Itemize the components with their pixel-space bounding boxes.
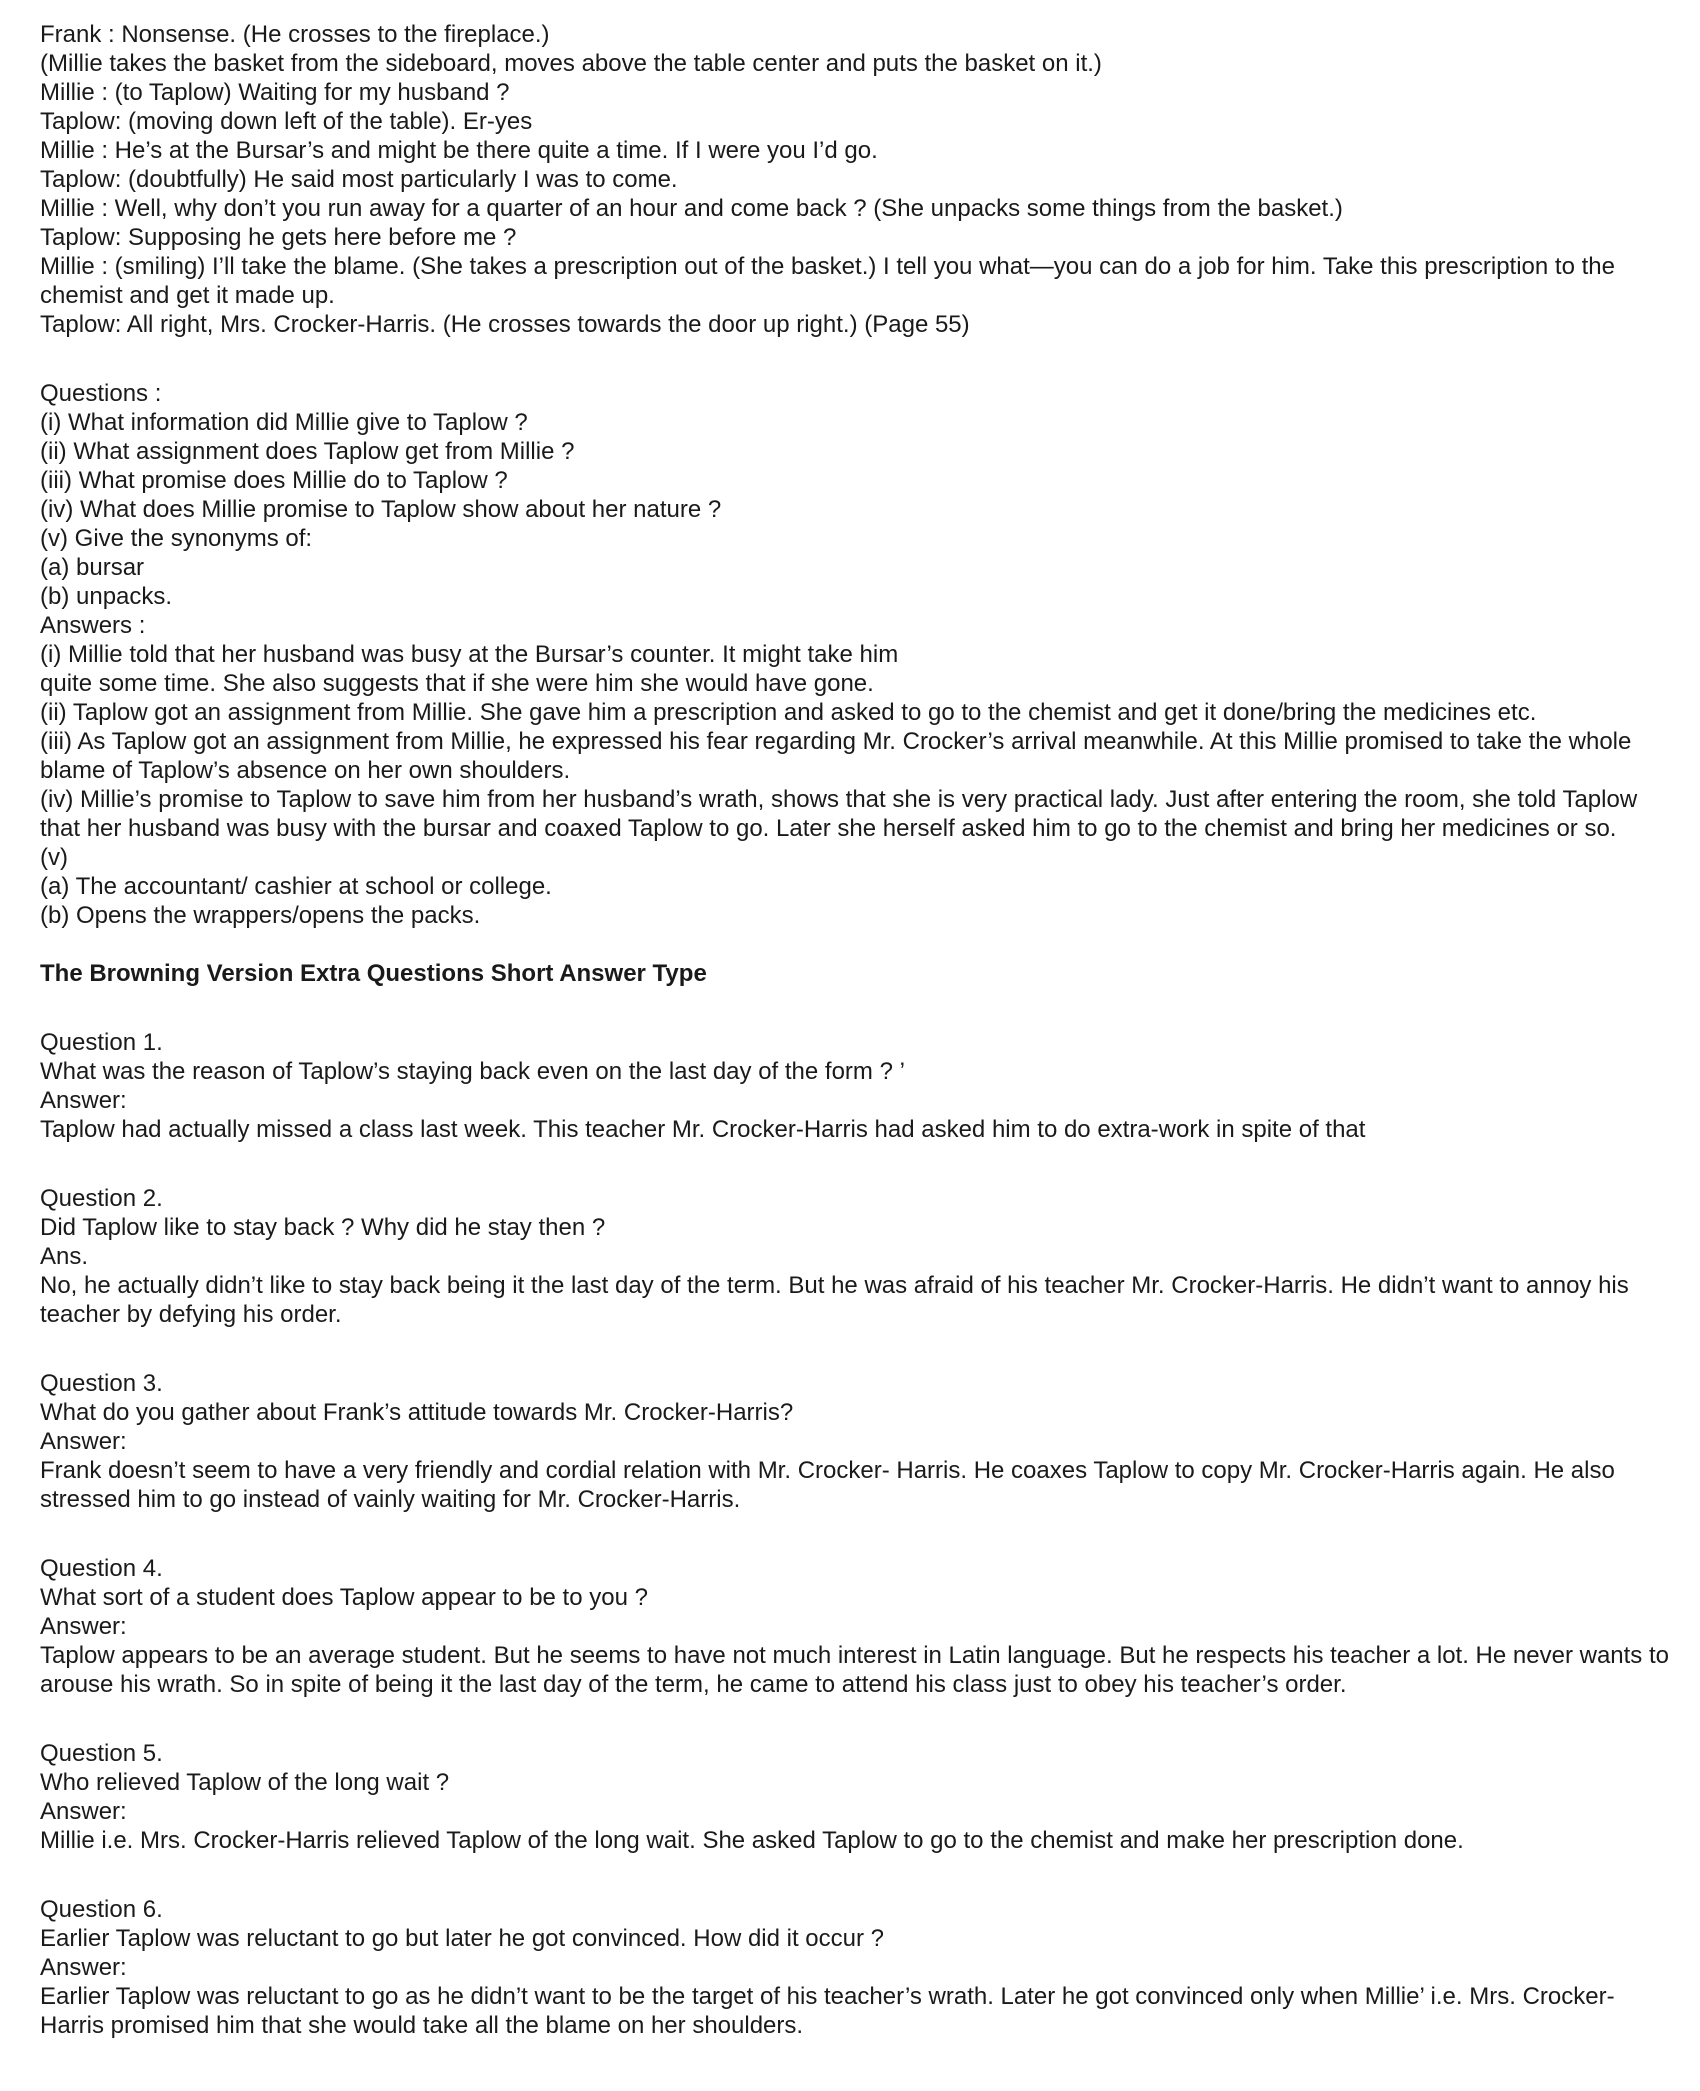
question-item: (ii) What assignment does Taplow get from Millie ? [40,438,575,465]
dialogue-line: Taplow: (moving down left of the table). Er-yes [40,108,533,135]
answers-block [40,611,1675,930]
short-answer-q6 [40,1895,1675,2040]
answer-text: Taplow appears to be an average student. But he seems to have not much interest in Latin language. But he respects his teacher a lot. He never wants to arouse his wrath. So in spite of being it the last day of the term, he came to attend his class just to obey his teacher’s order. [40,1642,1676,1698]
dialogue-line: Frank : Nonsense. (He crosses to the fireplace.) [40,21,550,48]
questions-label: Questions : [40,380,162,407]
question-number: Question 1. [40,1029,163,1056]
dialogue-line: Taplow: All right, Mrs. Crocker-Harris. (He crosses towards the door up right.) (Page 55) [40,311,970,338]
question-item: (iii) What promise does Millie do to Taplow ? [40,467,508,494]
dialogue-line: Millie : Well, why don’t you run away for a quarter of an hour and come back ? (She unpacks some things from the basket.) [40,195,1343,222]
answer-item: (iii) As Taplow got an assignment from Millie, he expressed his fear regarding Mr. Crocker’s arrival meanwhile. At this Millie promised to take the whole blame of Taplow’s absence on her own shoulders. [40,728,1639,784]
short-answer-q4 [40,1554,1675,1699]
answer-label: Answer: [40,1613,127,1640]
answer-label: Answer: [40,1954,127,1981]
question-text: Did Taplow like to stay back ? Why did he stay then ? [40,1214,606,1241]
short-answer-q2 [40,1184,1675,1329]
answer-item: (i) Millie told that her husband was busy at the Bursar’s counter. It might take him [40,641,899,668]
answer-text: Earlier Taplow was reluctant to go as he didn’t want to be the target of his teacher’s wrath. Later he got convinced only when Millie’ i.e. Mrs. Crocker-Harris promised him that she would take all the blame on her shoulders. [40,1983,1615,2039]
answer-label: Answer: [40,1428,127,1455]
answer-text: Frank doesn’t seem to have a very friendly and cordial relation with Mr. Crocker- Harris. He coaxes Taplow to copy Mr. Crocker-Harris again. He also stressed him to go instead of vainly waiting for Mr. Crocker-Harris. [40,1457,1622,1513]
questions-block [40,379,1675,611]
dialogue-line: Taplow: Supposing he gets here before me ? [40,224,517,251]
dialogue-line: Millie : (smiling) I’ll take the blame. (She takes a prescription out of the basket.) I tell you what—you can do a job for him. Take this prescription to the chemist and get it made up. [40,253,1622,309]
short-answer-q1 [40,1028,1675,1144]
question-item: (iv) What does Millie promise to Taplow show about her nature ? [40,496,722,523]
question-text: Earlier Taplow was reluctant to go but later he got convinced. How did it occur ? [40,1925,885,1952]
answer-label: Answer: [40,1087,127,1114]
question-number: Question 6. [40,1896,163,1923]
question-item: (a) bursar [40,554,145,581]
answer-label: Ans. [40,1243,89,1270]
question-text: What was the reason of Taplow’s staying back even on the last day of the form ? ’ [40,1058,905,1085]
answer-item: (ii) Taplow got an assignment from Millie. She gave him a prescription and asked to go to the chemist and get it done/bring the medicines etc. [40,699,1537,726]
question-item: (i) What information did Millie give to Taplow ? [40,409,528,436]
question-text: Who relieved Taplow of the long wait ? [40,1769,450,1796]
answer-text: No, he actually didn’t like to stay back being it the last day of the term. But he was afraid of his teacher Mr. Crocker-Harris. He didn’t want to annoy his teacher by defying his order. [40,1272,1636,1328]
answer-item: (b) Opens the wrappers/opens the packs. [40,902,481,929]
answer-item: (iv) Millie’s promise to Taplow to save him from her husband’s wrath, shows that she is very practical lady. Just after entering the room, she told Taplow that her husband was busy with the bursar and coaxed Taplow to go. Later she herself asked him to go to the chemist and bring her medicines or so. [40,786,1644,842]
dialogue-line: Millie : (to Taplow) Waiting for my husband ? [40,79,510,106]
question-item: (v) Give the synonyms of: [40,525,313,552]
question-text: What sort of a student does Taplow appear to be to you ? [40,1584,648,1611]
short-answer-q5 [40,1739,1675,1855]
answer-text: Millie i.e. Mrs. Crocker-Harris relieved Taplow of the long wait. She asked Taplow to go to the chemist and make her prescription done. [40,1827,1464,1854]
document-page [40,20,1675,2040]
short-answer-q3 [40,1369,1675,1514]
section-heading: The Browning Version Extra Questions Short Answer Type [40,960,707,987]
question-number: Question 5. [40,1740,163,1767]
dialogue-line: (Millie takes the basket from the sideboard, moves above the table center and puts the basket on it.) [40,50,1102,77]
question-text: What do you gather about Frank’s attitude towards Mr. Crocker-Harris? [40,1399,794,1426]
answers-label: Answers : [40,612,146,639]
dialogue-line: Taplow: (doubtfully) He said most particularly I was to come. [40,166,678,193]
dialogue-excerpt [40,20,1675,339]
answer-text: Taplow had actually missed a class last week. This teacher Mr. Crocker-Harris had asked him to do extra-work in spite of that [40,1116,1366,1143]
answer-label: Answer: [40,1798,127,1825]
question-number: Question 3. [40,1370,163,1397]
dialogue-line: Millie : He’s at the Bursar’s and might be there quite a time. If I were you I’d go. [40,137,878,164]
answer-item: (a) The accountant/ cashier at school or college. [40,873,552,900]
answer-item: quite some time. She also suggests that if she were him she would have gone. [40,670,874,697]
question-number: Question 2. [40,1185,163,1212]
answer-item: (v) [40,844,68,871]
question-item: (b) unpacks. [40,583,173,610]
question-number: Question 4. [40,1555,163,1582]
